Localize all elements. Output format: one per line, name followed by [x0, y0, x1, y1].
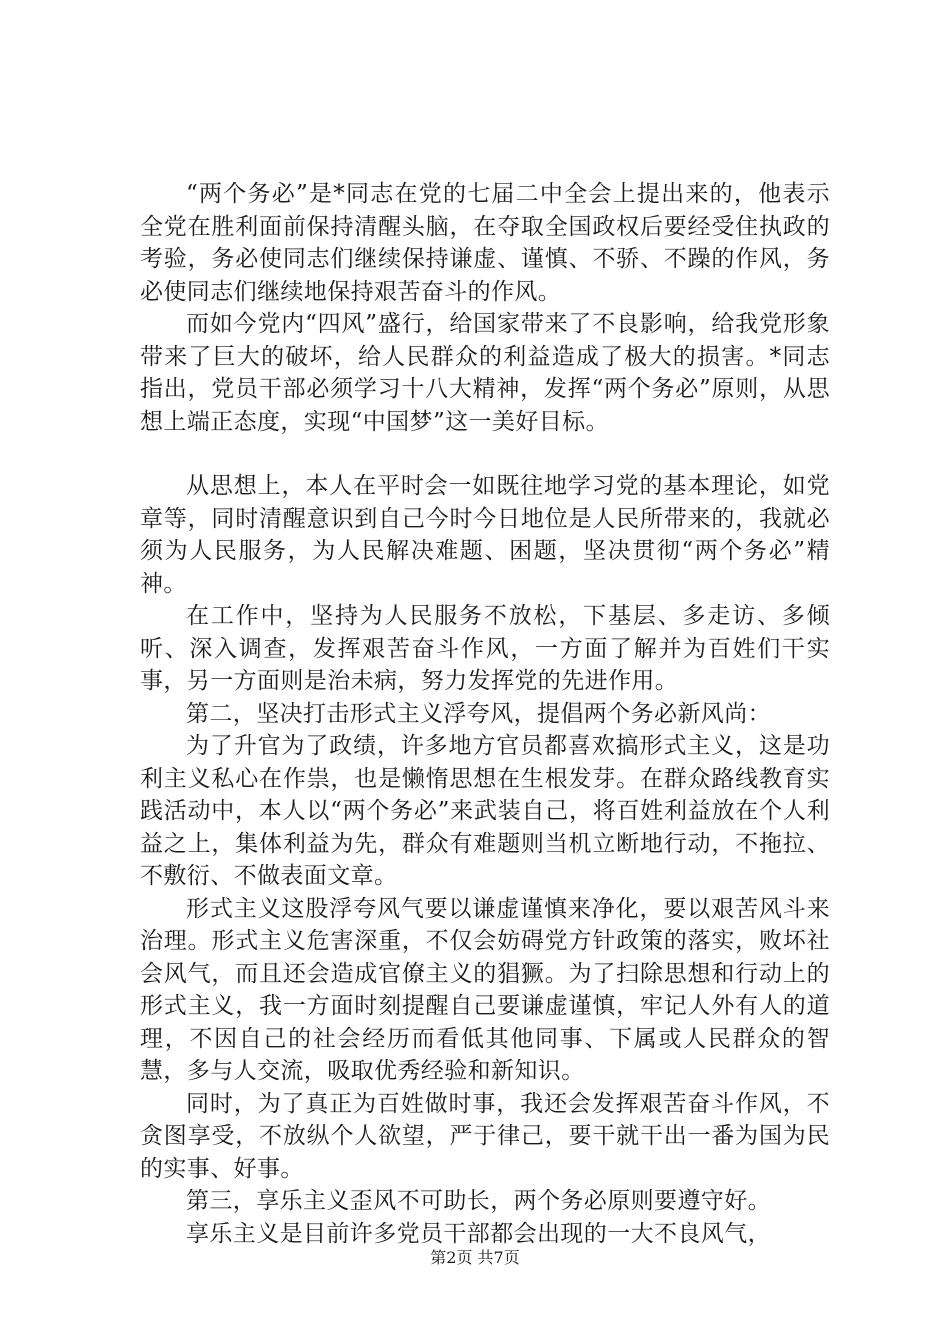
- section-heading: 第二，坚决打击形式主义浮夸风，提倡两个务必新风尚：: [186, 700, 771, 727]
- paragraph: 形式主义这股浮夸风气要以谦虚谨慎来净化，要以艰苦风斗来治理。形式主义危害深重，不仅会妨碍党方针政策的落实，败坏社会风气，而且还会造成官僚主义的猖獗。为了扫除思想和行动上的形式主义，我一方面时刻提醒自己要谦虚谨慎，牢记人外有人的道理，不因自己的社会经历而看低其他同事、下属或人民群众的智慧，多与人交流，吸取优秀经验和新知识。: [140, 895, 830, 1084]
- paragraph: 同时，为了真正为百姓做时事，我还会发挥艰苦奋斗作风，不贪图享受，不放纵个人欲望，严于律己，要干就干出一番为国为民的实事、好事。: [140, 1090, 830, 1182]
- paragraph: 在工作中，坚持为人民服务不放松，下基层、多走访、多倾听、深入调查，发挥艰苦奋斗作风，一方面了解并为百姓们干实事，另一方面则是治未病，努力发挥党的先进作用。: [140, 603, 830, 694]
- paragraph: 享乐主义是目前许多党员干部都会出现的一大不良风气，: [186, 1220, 771, 1247]
- paragraph: 从思想上，本人在平时会一如既往地学习党的基本理论，如党章等，同时清醒意识到自己今时今日地位是人民所带来的，我就必须为人民服务，为人民解决难题、困题，坚决贯彻“两个务必”精神。: [140, 473, 830, 597]
- document-body: [140, 178, 830, 1250]
- paragraph: “两个务必”是*同志在党的七届二中全会上提出来的，他表示全党在胜利面前保持清醒头脑，在夺取全国政权后要经受住执政的考验，务必使同志们继续保持谦虚、谨慎、不骄、不躁的作风，务必使同志们继续地保持艰苦奋斗的作风。: [140, 181, 830, 305]
- paragraph-gap: [140, 438, 830, 470]
- paragraph: 而如今党内“四风”盛行，给国家带来了不良影响，给我党形象带来了巨大的破坏，给人民群众的利益造成了极大的损害。*同志指出，党员干部必须学习十八大精神，发挥“两个务必”原则，从思想上端正态度，实现“中国梦”这一美好目标。: [140, 311, 830, 435]
- paragraph: 为了升官为了政绩，许多地方官员都喜欢搞形式主义，这是功利主义私心在作祟，也是懒惰思想在生根发芽。在群众路线教育实践活动中，本人以“两个务必”来武装自己，将百姓利益放在个人利益之上，集体利益为先，群众有难题则当机立断地行动，不拖拉、不敷衍、不做表面文章。: [140, 733, 830, 889]
- page-number-footer: 第2页 共7页: [430, 1248, 520, 1267]
- section-heading: 第三，享乐主义歪风不可助长，两个务必原则要遵守好。: [186, 1188, 771, 1214]
